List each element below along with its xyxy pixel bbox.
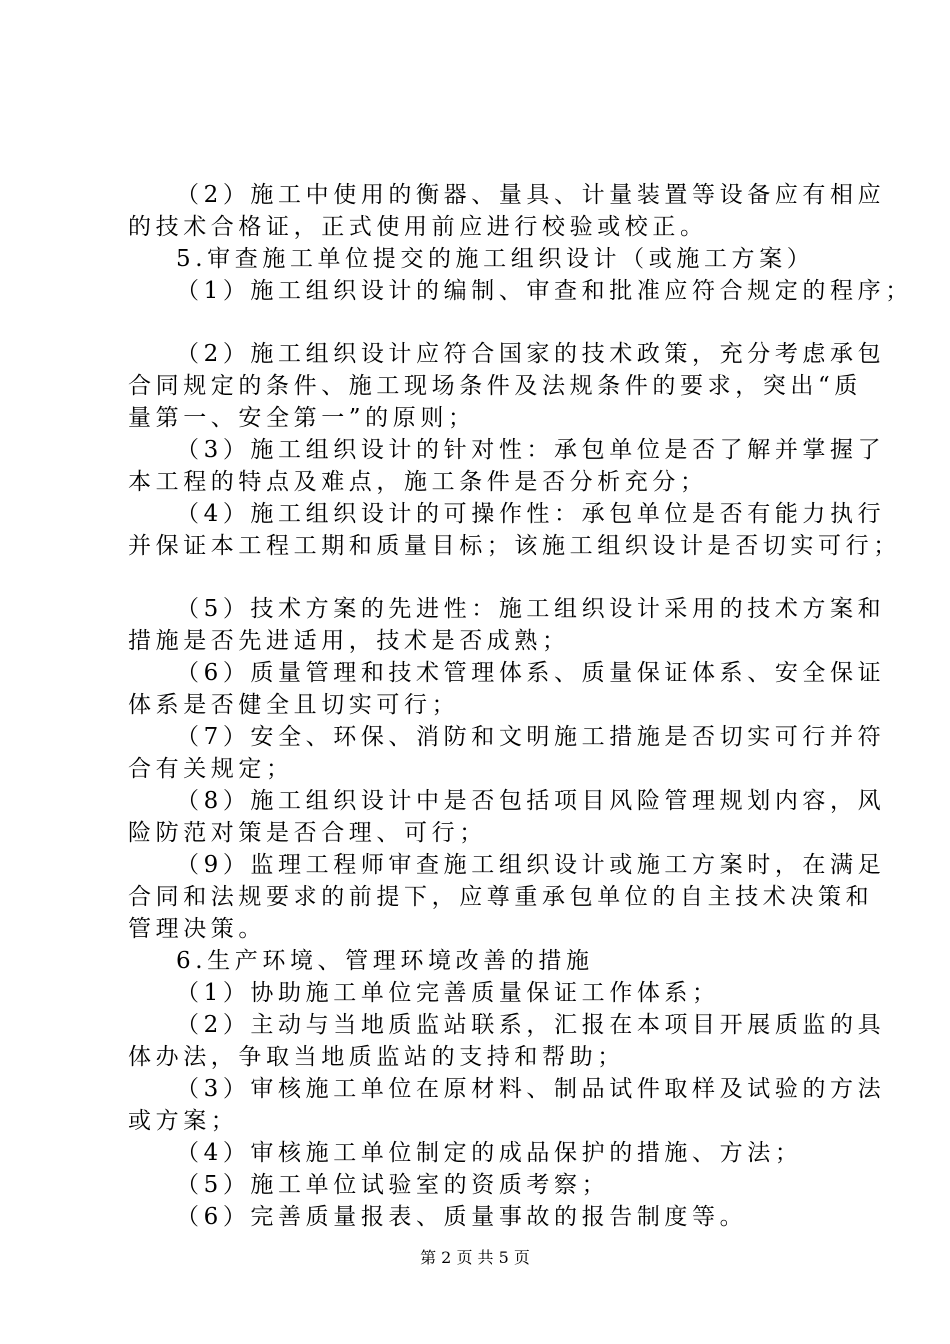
section-heading: 5.审查施工单位提交的施工组织设计（或施工方案） bbox=[176, 246, 815, 272]
paragraph-line: 措施是否先进适用，技术是否成熟； bbox=[128, 628, 570, 654]
paragraph-line: （3）审核施工单位在原材料、制品试件取样及试验的方法 bbox=[176, 1076, 886, 1102]
paragraph-line: （5）技术方案的先进性：施工组织设计采用的技术方案和 bbox=[176, 596, 886, 622]
paragraph-line: （6）质量管理和技术管理体系、质量保证体系、安全保证 bbox=[176, 660, 886, 686]
paragraph-line: 合同规定的条件、施工现场条件及法规条件的要求，突出“质 bbox=[128, 373, 862, 399]
paragraph-line: （9）监理工程师审查施工组织设计或施工方案时，在满足 bbox=[176, 852, 886, 878]
paragraph-line: 的技术合格证，正式使用前应进行校验或校正。 bbox=[128, 214, 708, 240]
paragraph-line: （1）协助施工单位完善质量保证工作体系； bbox=[176, 980, 720, 1006]
paragraph-line: 或方案； bbox=[128, 1108, 239, 1134]
section-heading: 6.生产环境、管理环境改善的措施 bbox=[176, 948, 594, 974]
paragraph-line: 量第一、安全第一”的原则； bbox=[128, 405, 476, 431]
paragraph-line: 体系是否健全且切实可行； bbox=[128, 692, 460, 718]
paragraph-line: 体办法，争取当地质监站的支持和帮助； bbox=[128, 1044, 625, 1070]
paragraph-line: （5）施工单位试验室的资质考察； bbox=[176, 1172, 610, 1198]
paragraph-line: （4）施工组织设计的可操作性：承包单位是否有能力执行 bbox=[176, 501, 886, 527]
paragraph-line: 合同和法规要求的前提下，应尊重承包单位的自主技术决策和 bbox=[128, 884, 874, 910]
paragraph-line: （2）主动与当地质监站联系，汇报在本项目开展质监的具 bbox=[176, 1012, 886, 1038]
paragraph-line: （2）施工组织设计应符合国家的技术政策，充分考虑承包 bbox=[176, 341, 886, 367]
paragraph-line: 险防范对策是否合理、可行； bbox=[128, 820, 487, 846]
paragraph-line: （2）施工中使用的衡器、量具、计量装置等设备应有相应 bbox=[176, 182, 886, 208]
paragraph-line: （8）施工组织设计中是否包括项目风险管理规划内容，风 bbox=[176, 788, 886, 814]
paragraph-line: 合有关规定； bbox=[128, 756, 294, 782]
paragraph-line: （1）施工组织设计的编制、审查和批准应符合规定的程序； bbox=[176, 278, 913, 304]
paragraph-line: （4）审核施工单位制定的成品保护的措施、方法； bbox=[176, 1140, 803, 1166]
paragraph-line: （3）施工组织设计的针对性：承包单位是否了解并掌握了 bbox=[176, 437, 886, 463]
paragraph-line: 管理决策。 bbox=[128, 916, 266, 942]
paragraph-line: 本工程的特点及难点，施工条件是否分析充分； bbox=[128, 469, 708, 495]
paragraph-line: （6）完善质量报表、质量事故的报告制度等。 bbox=[176, 1204, 748, 1230]
paragraph-line: （7）安全、环保、消防和文明施工措施是否切实可行并符 bbox=[176, 724, 886, 750]
paragraph-line: 并保证本工程工期和质量目标；该施工组织设计是否切实可行； bbox=[128, 533, 901, 559]
page-number-footer: 第 2 页 共 5 页 bbox=[420, 1248, 530, 1267]
